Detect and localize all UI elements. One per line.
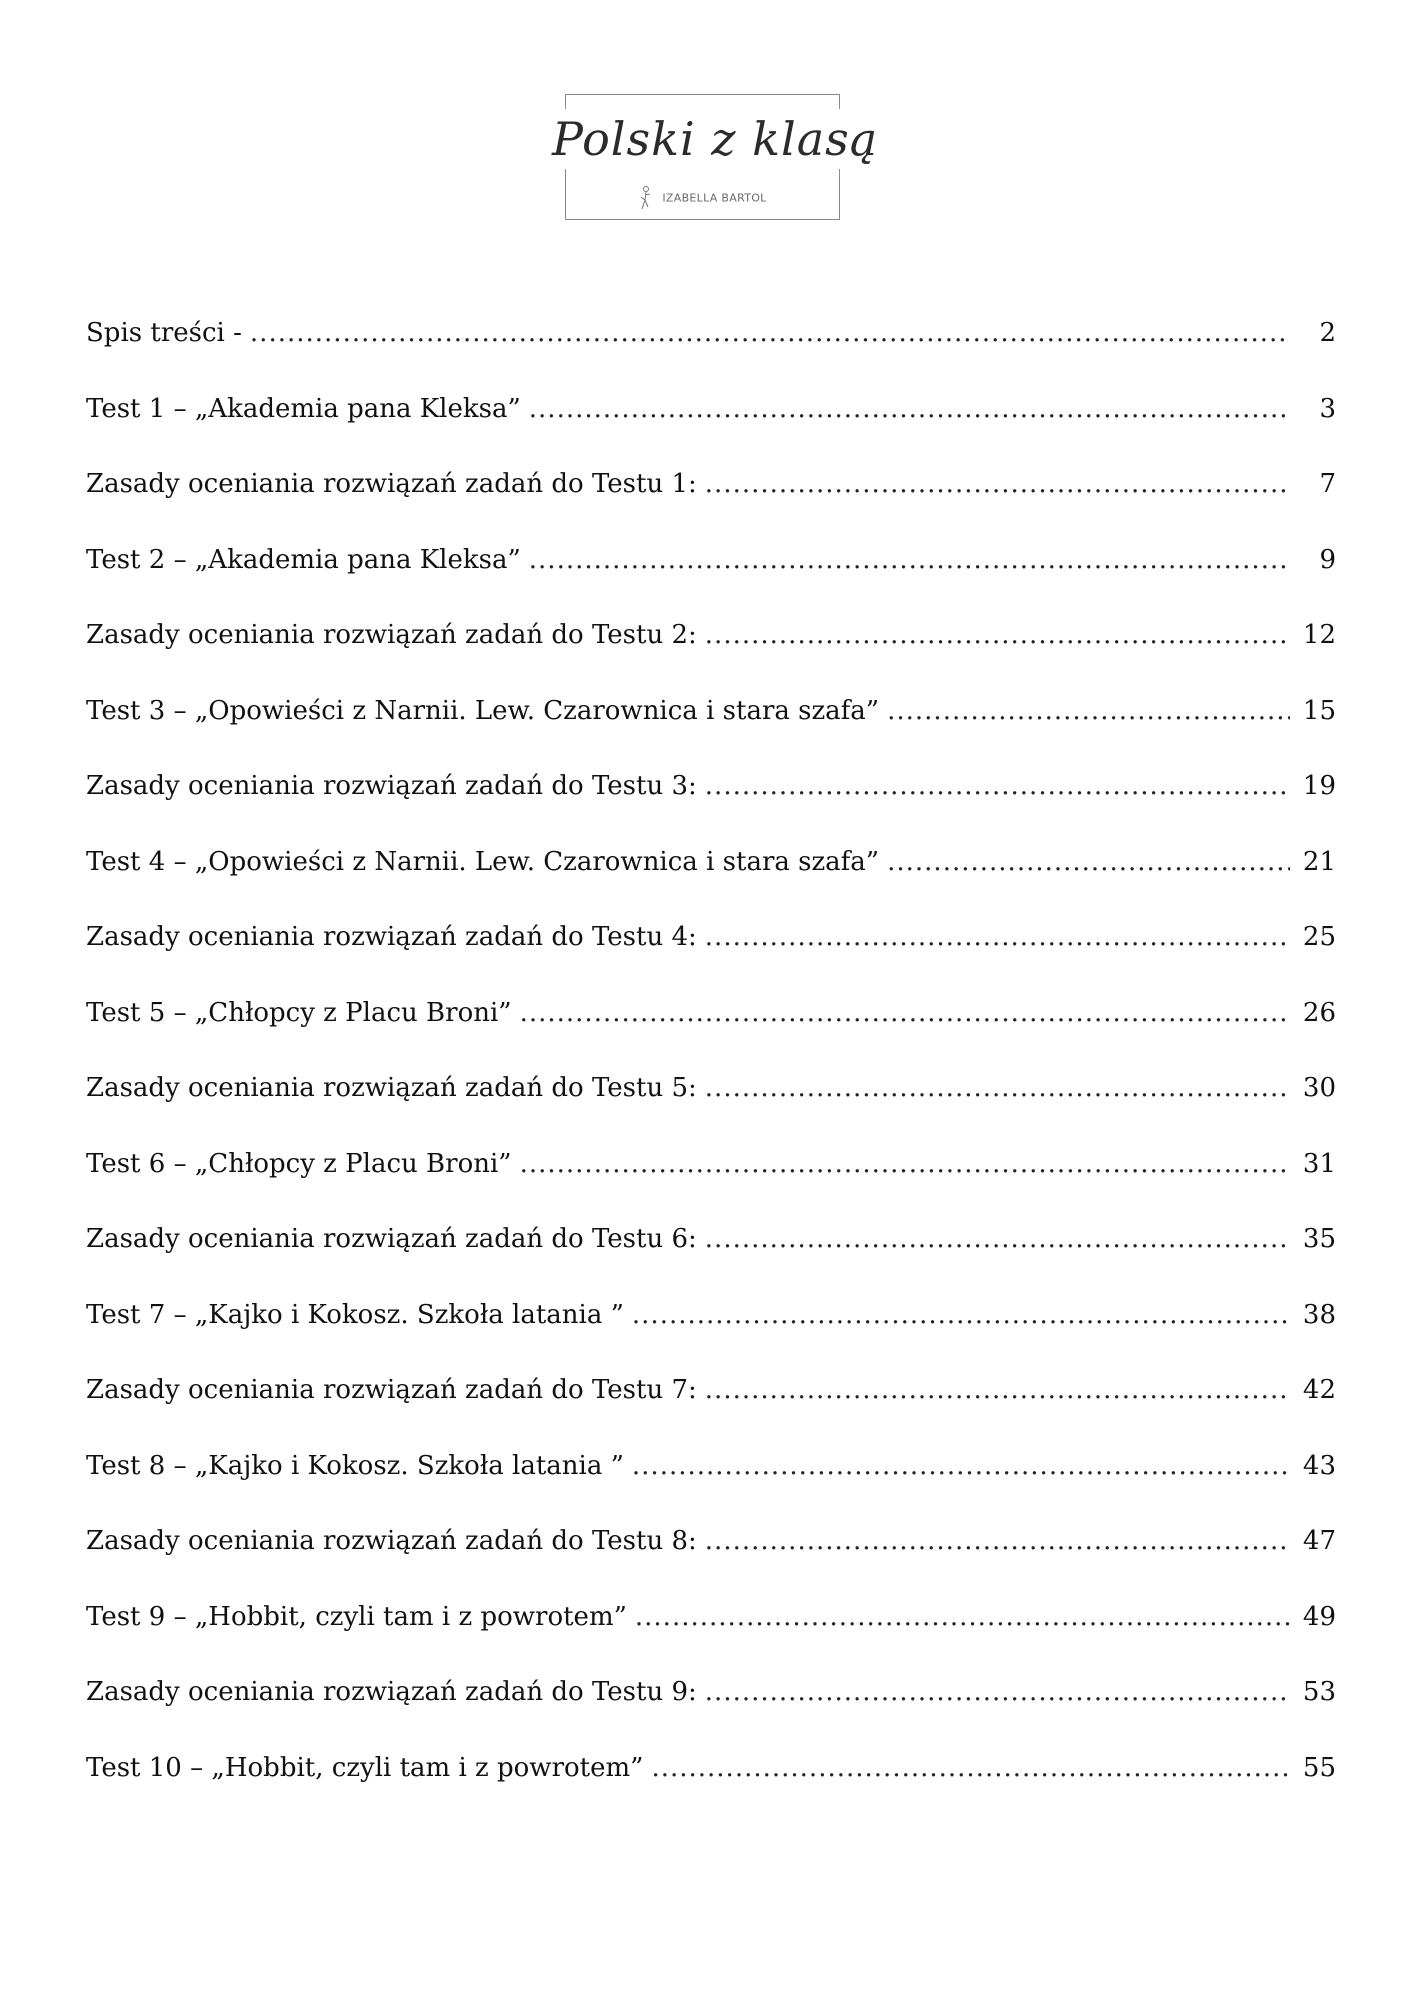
- toc-entry[interactable]: [86, 771, 1336, 847]
- dot-leader: [529, 545, 1290, 575]
- toc-entry[interactable]: [86, 469, 1336, 545]
- table-of-contents: [86, 318, 1336, 1828]
- toc-entry-page: 9: [1319, 544, 1336, 575]
- toc-entry[interactable]: [86, 1602, 1336, 1678]
- toc-entry-page: 19: [1302, 771, 1336, 801]
- toc-entry-title: Zasady oceniania rozwiązań zadań do Testu 7:: [86, 1375, 697, 1405]
- toc-entry-title: Zasady oceniania rozwiązań zadań do Testu 9:: [86, 1677, 697, 1707]
- toc-entry-page: 7: [1319, 469, 1336, 499]
- toc-entry-title: Test 5 – „Chłopcy z Placu Broni”: [86, 997, 512, 1028]
- toc-entry[interactable]: [86, 1451, 1336, 1527]
- toc-entry-page: 12: [1302, 620, 1336, 650]
- toc-entry-title: Zasady oceniania rozwiązań zadań do Testu 5:: [86, 1073, 697, 1103]
- dot-leader: [635, 1602, 1290, 1632]
- toc-entry-title: Test 10 – „Hobbit, czyli tam i z powrotem”: [86, 1752, 644, 1783]
- toc-entry[interactable]: [86, 1375, 1336, 1451]
- toc-entry-title: Test 8 – „Kajko i Kokosz. Szkoła latania ”: [86, 1450, 624, 1481]
- toc-entry[interactable]: [86, 545, 1336, 621]
- toc-entry-page: 43: [1302, 1450, 1336, 1481]
- toc-entry[interactable]: [86, 1224, 1336, 1300]
- toc-entry-page: 35: [1302, 1224, 1336, 1254]
- toc-entry[interactable]: [86, 1300, 1336, 1376]
- toc-entry-page: 49: [1302, 1601, 1336, 1632]
- toc-entry-title: Zasady oceniania rozwiązań zadań do Testu 2:: [86, 620, 697, 650]
- toc-entry-title: Zasady oceniania rozwiązań zadań do Testu 1:: [86, 469, 697, 499]
- toc-entry-page: 25: [1302, 922, 1336, 952]
- toc-entry-page: 47: [1302, 1526, 1336, 1556]
- toc-entry-page: 53: [1302, 1677, 1336, 1707]
- toc-entry-title: Zasady oceniania rozwiązań zadań do Testu 8:: [86, 1526, 697, 1556]
- figure-icon: [638, 185, 652, 211]
- toc-entry[interactable]: [86, 847, 1336, 923]
- toc-entry-page: 30: [1302, 1073, 1336, 1103]
- toc-entry-title: Test 1 – „Akademia pana Kleksa”: [86, 393, 521, 424]
- logo: [552, 94, 879, 220]
- dot-leader: [705, 771, 1290, 801]
- toc-entry[interactable]: [86, 1677, 1336, 1753]
- toc-entry-page: 2: [1319, 318, 1336, 348]
- toc-entry-title: Test 6 – „Chłopcy z Placu Broni”: [86, 1148, 512, 1179]
- toc-entry[interactable]: [86, 394, 1336, 470]
- dot-leader: [705, 1375, 1290, 1405]
- dot-leader: [250, 318, 1290, 348]
- toc-entry[interactable]: [86, 696, 1336, 772]
- toc-entry-title: Test 9 – „Hobbit, czyli tam i z powrotem”: [86, 1601, 627, 1632]
- toc-entry[interactable]: [86, 620, 1336, 696]
- toc-entry-page: 31: [1302, 1148, 1336, 1179]
- toc-entry-title: Test 7 – „Kajko i Kokosz. Szkoła latania ”: [86, 1299, 624, 1330]
- logo-author: IZABELLA BARTOL: [662, 191, 767, 205]
- toc-entry-page: 15: [1302, 695, 1336, 726]
- dot-leader: [705, 1224, 1290, 1254]
- dot-leader: [632, 1451, 1290, 1481]
- toc-entry-title: Spis treści -: [86, 318, 242, 348]
- toc-entry-page: 3: [1319, 393, 1336, 424]
- toc-entry-title: Test 4 – „Opowieści z Narnii. Lew. Czarownica i stara szafa”: [86, 846, 880, 877]
- toc-entry-title: Zasady oceniania rozwiązań zadań do Testu 6:: [86, 1224, 697, 1254]
- dot-leader: [705, 1677, 1290, 1707]
- dot-leader: [520, 998, 1290, 1028]
- toc-entry[interactable]: [86, 1073, 1336, 1149]
- toc-entry[interactable]: [86, 1753, 1336, 1829]
- dot-leader: [705, 620, 1290, 650]
- toc-entry-title: Test 2 – „Akademia pana Kleksa”: [86, 544, 521, 575]
- dot-leader: [705, 1073, 1290, 1103]
- logo-subtitle: [566, 185, 839, 211]
- dot-leader: [705, 469, 1290, 499]
- toc-entry-title: Test 3 – „Opowieści z Narnii. Lew. Czarownica i stara szafa”: [86, 695, 880, 726]
- toc-entry-page: 42: [1302, 1375, 1336, 1405]
- toc-entry-page: 26: [1302, 997, 1336, 1028]
- toc-entry-title: Zasady oceniania rozwiązań zadań do Testu 4:: [86, 922, 697, 952]
- toc-entry[interactable]: [86, 922, 1336, 998]
- dot-leader: [651, 1753, 1290, 1783]
- toc-entry-page: 38: [1302, 1299, 1336, 1330]
- toc-entry[interactable]: [86, 998, 1336, 1074]
- dot-leader: [705, 1526, 1290, 1556]
- dot-leader: [632, 1300, 1290, 1330]
- toc-entry-title: Zasady oceniania rozwiązań zadań do Testu 3:: [86, 771, 697, 801]
- toc-entry[interactable]: [86, 318, 1336, 394]
- dot-leader: [705, 922, 1290, 952]
- dot-leader: [520, 1149, 1290, 1179]
- logo-title: Polski z klasą: [552, 109, 862, 169]
- toc-entry-page: 55: [1302, 1752, 1336, 1783]
- toc-entry[interactable]: [86, 1526, 1336, 1602]
- toc-entry-page: 21: [1302, 846, 1336, 877]
- toc-entry[interactable]: [86, 1149, 1336, 1225]
- dot-leader: [887, 847, 1290, 877]
- dot-leader: [887, 696, 1290, 726]
- dot-leader: [529, 394, 1290, 424]
